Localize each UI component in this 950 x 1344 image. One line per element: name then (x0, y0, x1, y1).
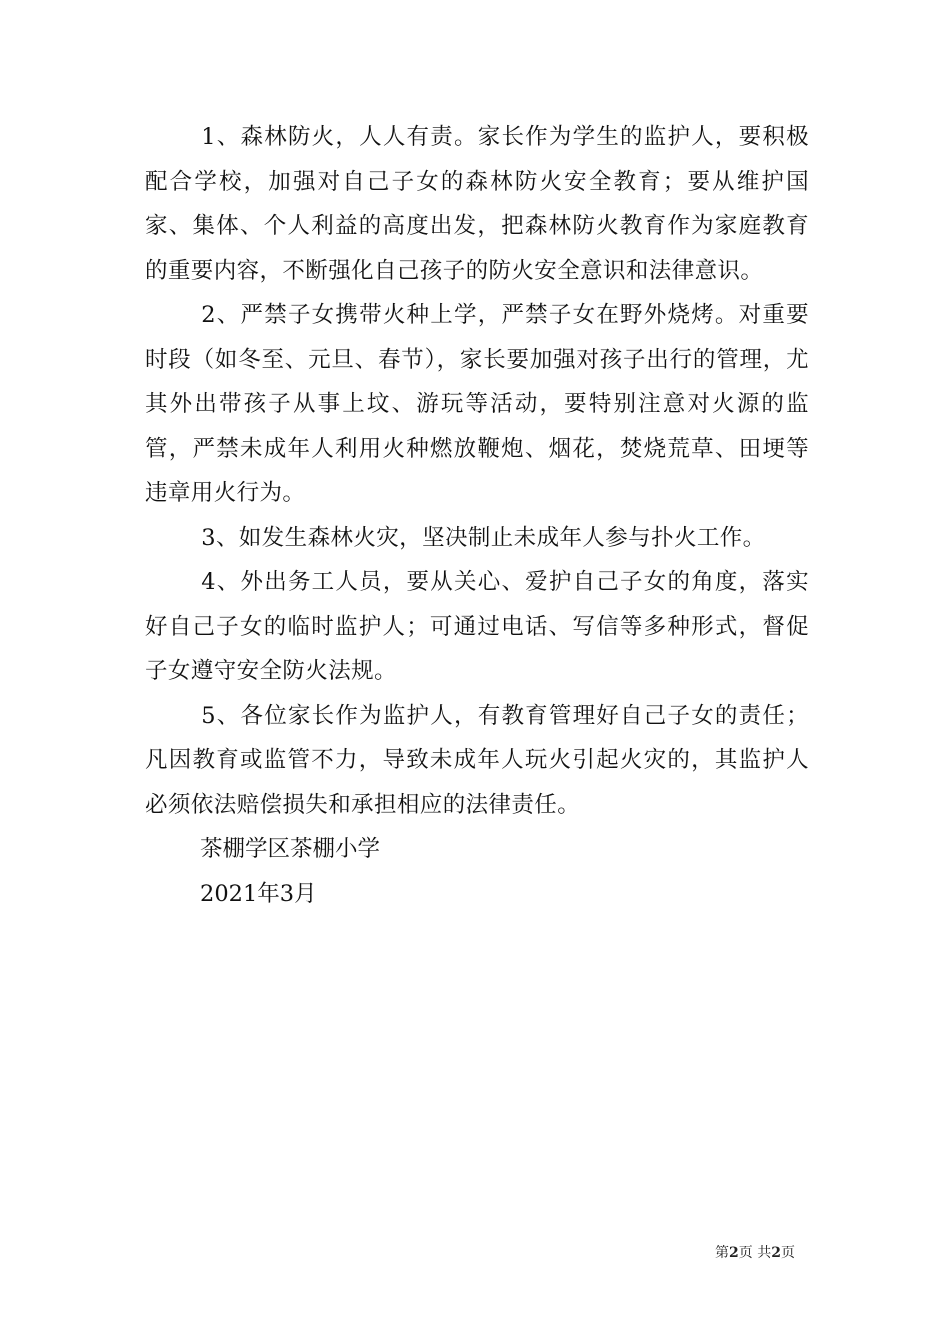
footer-total-pages: 2 (771, 1245, 781, 1261)
paragraph-4: 4、外出务工人员，要从关心、爱护自己子女的角度，落实好自己子女的临时监护人；可通过电话、写信等多种形式，督促子女遵守安全防火法规。 (145, 569, 809, 684)
signature-date: 2021年3月 (200, 880, 317, 907)
paragraph-1: 1、森林防火，人人有责。家长作为学生的监护人，要积极配合学校，加强对自己子女的森林防火安全教育；要从维护国家、集体、个人利益的高度出发，把森林防火教育作为家庭教育的重要内容，不断强化自己孩子的防火安全意识和法律意识。 (145, 124, 809, 284)
footer-suffix: 页 (780, 1245, 795, 1261)
paragraph-2: 2、严禁子女携带火种上学，严禁子女在野外烧烤。对重要时段（如冬至、元旦、春节），家长要加强对孩子出行的管理，尤其外出带孩子从事上坟、游玩等活动，要特别注意对火源的监管，严禁未成年人利用火种燃放鞭炮、烟花，焚烧荒草、田埂等违章用火行为。 (145, 302, 809, 506)
footer-middle: 页 共 (738, 1245, 772, 1261)
document-body (145, 115, 809, 916)
page-footer (715, 1244, 795, 1262)
paragraph-3: 3、如发生森林火灾，坚决制止未成年人参与扑火工作。 (201, 524, 766, 551)
paragraph-5: 5、各位家长作为监护人，有教育管理好自己子女的责任；凡因教育或监管不力，导致未成年人玩火引起火灾的，其监护人必须依法赔偿损失和承担相应的法律责任。 (145, 702, 809, 818)
signature-organization: 茶棚学区茶棚小学 (200, 836, 381, 862)
footer-current-page: 2 (729, 1245, 739, 1261)
footer-prefix: 第 (715, 1245, 729, 1261)
